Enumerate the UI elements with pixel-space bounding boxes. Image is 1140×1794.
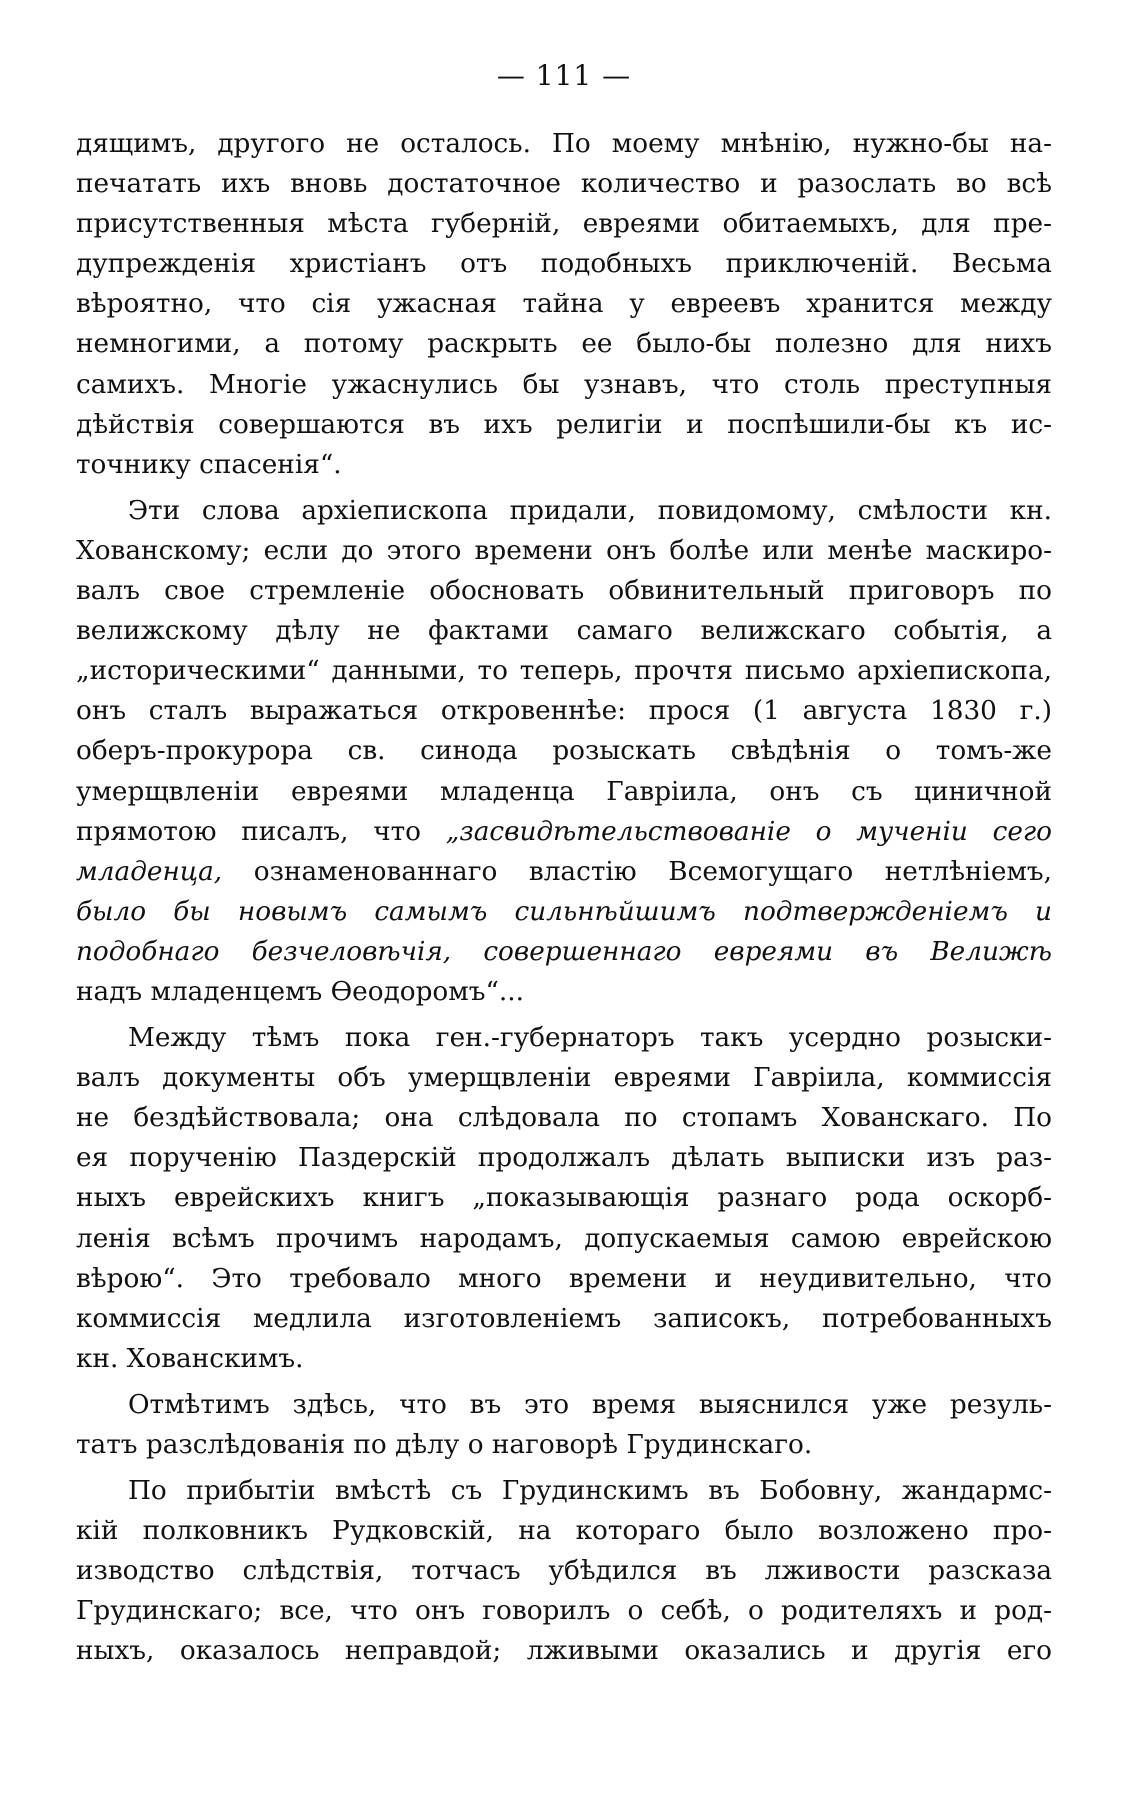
text-line: вѣрою“. Это требовало много времени и неудивительно, что (76, 1263, 1052, 1294)
text-line: надъ младенцемъ Ѳеодоромъ“... (76, 976, 524, 1007)
text-line: Между тѣмъ пока ген.-губернаторъ такъ усердно розыски- (128, 1023, 1052, 1054)
text-line: немногими, а потому раскрыть ее было-бы полезно для нихъ (76, 329, 1052, 360)
text-line: Отмѣтимъ здѣсь, что въ это время выяснился уже резуль- (128, 1389, 1052, 1420)
text-line: не бездѣйствовала; она слѣдовала по стопамъ Хованскаго. По (76, 1103, 1052, 1134)
text-line: велижскому дѣлу не фактами самаго велижскаго событія, а (76, 616, 1052, 647)
paragraph-5 (76, 1471, 1052, 1671)
text-line: кій полковникъ Рудковскій, на котораго было возложено про- (76, 1516, 1052, 1547)
text-line: Эти слова архіепископа придали, повидомому, смѣлости кн. (128, 495, 1052, 526)
paragraph-1 (76, 124, 1052, 485)
italic-quote: „засвидѣтельствованіе о мученіи сего (445, 816, 1053, 847)
paragraph-2 (76, 491, 1052, 1012)
text-line (76, 812, 1052, 852)
text-line: дѣйствія совершаются въ ихъ религіи и поспѣшили-бы къ ис- (76, 409, 1052, 440)
text-line: дупрежденія христіанъ отъ подобныхъ приключеній. Весьма (76, 249, 1052, 280)
text-line: ныхъ, оказалось неправдой; лживыми оказались и другія его (76, 1636, 1052, 1667)
text-line: вѣроятно, что сія ужасная тайна у евреевъ хранится между (76, 289, 1052, 320)
text-line: коммиссія медлила изготовленіемъ записокъ, потребованныхъ (76, 1303, 1052, 1334)
text-line: кн. Хованскимъ. (76, 1343, 304, 1374)
text-line: изводство слѣдствія, тотчасъ убѣдился въ лживости разсказа (76, 1556, 1052, 1587)
page-number: — 111 — (496, 59, 632, 92)
text-line: татъ разслѣдованія по дѣлу о наговорѣ Грудинскаго. (76, 1430, 813, 1460)
text-line: печатать ихъ вновь достаточное количество и разослать во всѣ (76, 169, 1052, 200)
italic-quote: младенца, (76, 856, 223, 887)
text-segment: прямотою писалъ, что (76, 816, 446, 847)
book-page (76, 56, 1052, 1672)
italic-quote: было бы новымъ самымъ сильнѣйшимъ подтвержденіемъ и (76, 896, 1052, 927)
text-line (76, 932, 1052, 972)
paragraph-3 (76, 1018, 1052, 1379)
text-line: присутственныя мѣста губерній, евреями обитаемыхъ, для пре- (76, 209, 1052, 240)
text-line: Грудинскаго; все, что онъ говорилъ о себѣ, о родителяхъ и род- (76, 1596, 1052, 1627)
text-line (76, 852, 1052, 892)
text-segment: ознаменованнаго властію Всемогущаго нетлѣніемъ, (222, 856, 1052, 887)
paragraph-4 (76, 1385, 1052, 1465)
text-line: По прибытіи вмѣстѣ съ Грудинскимъ въ Бобовну, жандармс- (128, 1476, 1052, 1507)
text-line: самихъ. Многіе ужаснулись бы узнавъ, что столь преступныя (76, 369, 1052, 400)
text-line: умерщвленіи евреями младенца Гавріила, онъ съ циничной (76, 776, 1052, 807)
text-line (76, 892, 1052, 932)
text-line: точнику спасенія“. (76, 449, 342, 480)
text-line: онъ сталъ выражаться откровеннѣе: прося (1 августа 1830 г.) (76, 696, 1052, 727)
text-line: валъ документы объ умерщвленіи евреями Гавріила, коммиссія (76, 1063, 1052, 1094)
text-line: ея порученію Паздерскій продолжалъ дѣлать выписки изъ раз- (76, 1143, 1052, 1174)
text-line: Хованскому; если до этого времени онъ болѣе или менѣе маскиро- (76, 535, 1052, 566)
text-line: дящимъ, другого не осталось. По моему мнѣнію, нужно-бы на- (76, 129, 1052, 159)
text-line: „историческими“ данными, то теперь, прочтя письмо архіепископа, (76, 656, 1052, 687)
text-line: оберъ-прокурора св. синода розыскать свѣдѣнія о томъ-же (76, 736, 1052, 767)
italic-quote: подобнаго безчеловѣчія, совершеннаго евреями въ Велижѣ (76, 936, 1052, 967)
text-line: валъ свое стремленіе обосновать обвинительный приговоръ по (76, 576, 1052, 607)
text-line: ныхъ еврейскихъ книгъ „показывающія разнаго рода оскорб- (76, 1183, 1052, 1214)
text-line: ленія всѣмъ прочимъ народамъ, допускаемыя самою еврейскою (76, 1223, 1052, 1254)
